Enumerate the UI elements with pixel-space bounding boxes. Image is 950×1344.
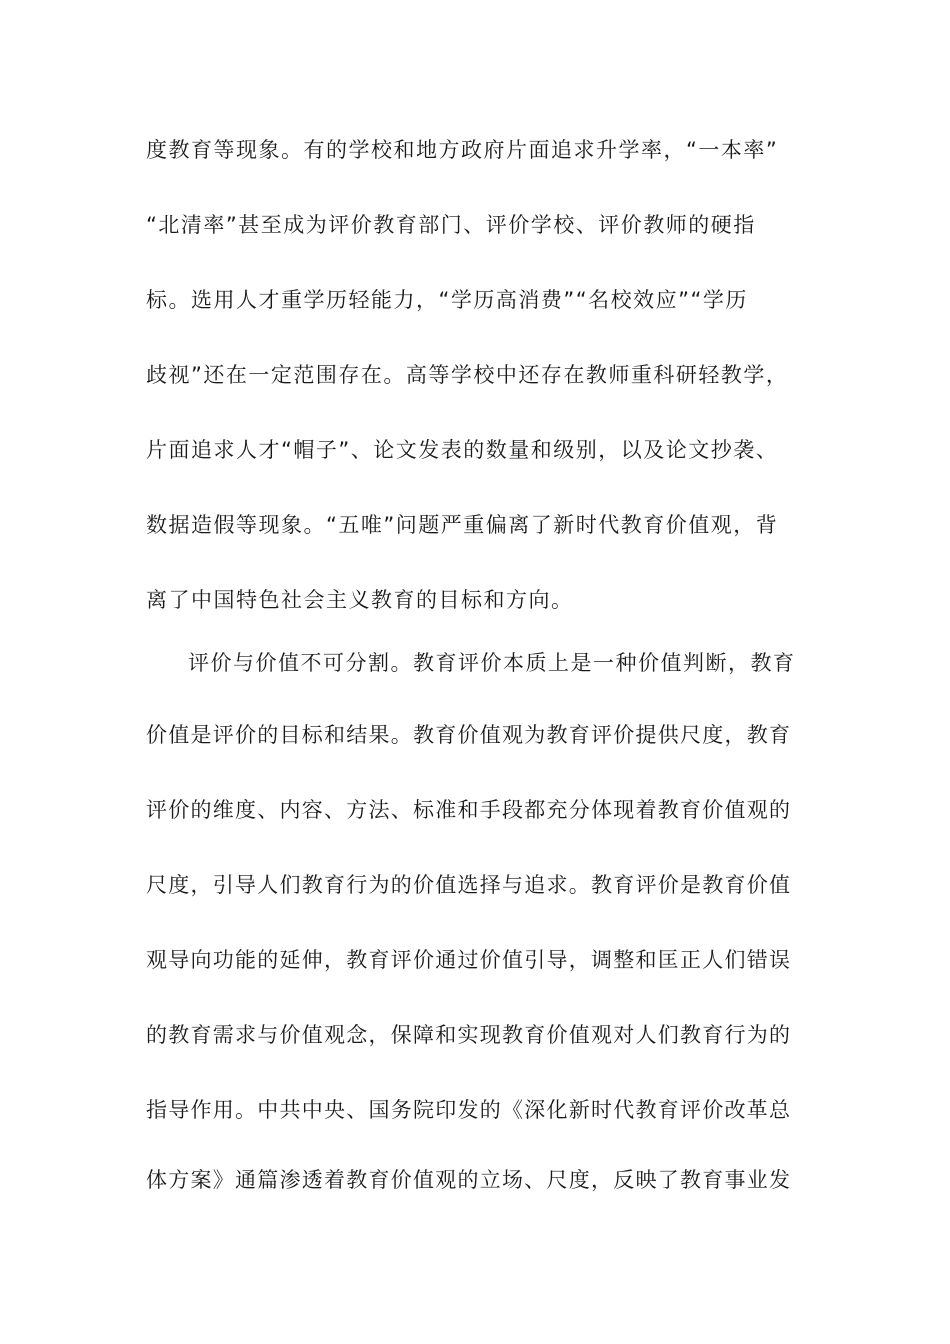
text-line: 数据造假等现象。“五唯”问题严重偏离了新时代教育价值观，背 <box>146 513 779 537</box>
text-line: 尺度，引导人们教育行为的价值选择与追求。教育评价是教育价值 <box>146 873 792 897</box>
text-line: 度教育等现象。有的学校和地方政府片面追求升学率，“一本率” <box>146 138 779 162</box>
text-line: 的教育需求与价值观念，保障和实现教育价值观对人们教育行为的 <box>146 1023 792 1047</box>
text-line: 标。选用人才重学历轻能力，“学历高消费”“名校效应”“学历 <box>146 288 748 312</box>
paragraph-first-line: 评价与价值不可分割。教育评价本质上是一种价值判断，教育 <box>188 651 796 675</box>
text-line: 价值是评价的目标和结果。教育价值观为教育评价提供尺度，教育 <box>146 723 792 747</box>
text-line: 评价的维度、内容、方法、标准和手段都充分体现着教育价值观的 <box>146 798 792 822</box>
text-line: 片面追求人才“帽子”、论文发表的数量和级别，以及论文抄袭、 <box>146 438 779 462</box>
text-line: 歧视”还在一定范围存在。高等学校中还存在教师重科研轻教学， <box>146 363 789 387</box>
text-line: “北清率”甚至成为评价教育部门、评价学校、评价教师的硬指 <box>146 213 756 237</box>
text-line: 指导作用。中共中央、国务院印发的《深化新时代教育评价改革总 <box>146 1098 792 1122</box>
text-line: 观导向功能的延伸，教育评价通过价值引导，调整和匡正人们错误 <box>146 948 792 972</box>
text-line: 离了中国特色社会主义教育的目标和方向。 <box>146 588 574 612</box>
text-line: 体方案》通篇渗透着教育价值观的立场、尺度，反映了教育事业发 <box>146 1168 792 1192</box>
